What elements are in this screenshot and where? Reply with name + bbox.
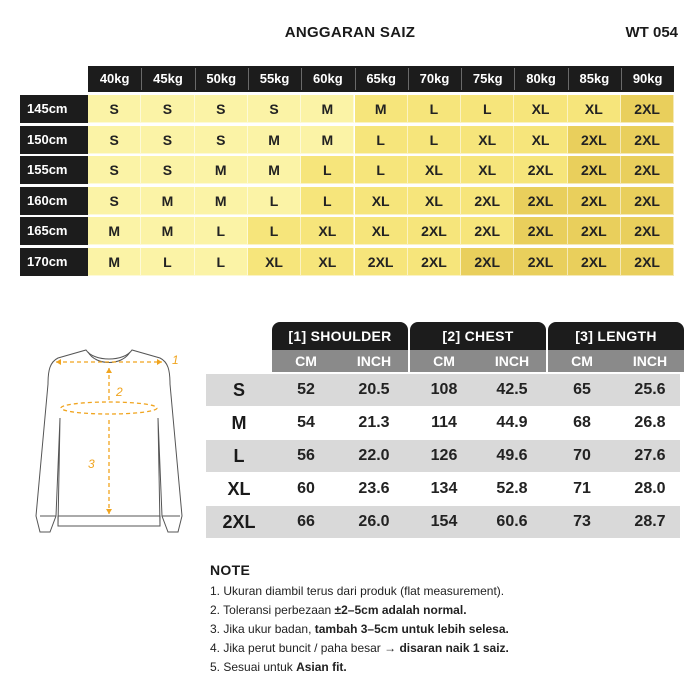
measure-value: 52 (297, 381, 315, 398)
size-cell: XL (568, 95, 621, 123)
unit-header-cm: CM (410, 350, 478, 372)
note-item-5 (210, 658, 509, 677)
note-item-4 (210, 639, 509, 658)
weight-header-80kg: 80kg (526, 71, 556, 86)
height-header-160cm: 160cm (20, 187, 88, 215)
size-cell: 2XL (568, 217, 621, 245)
size-cell: 2XL (568, 248, 621, 276)
size-cell: 2XL (514, 217, 567, 245)
size-cell: M (248, 156, 301, 184)
label-3: 3 (88, 457, 95, 471)
weight-header-divider (248, 68, 249, 90)
page-title: ANGGARAN SAIZ (284, 24, 416, 41)
size-label-xl: XL (227, 479, 251, 499)
measure-value: 108 (430, 381, 458, 398)
size-cell: L (408, 126, 461, 154)
size-cell: S (195, 126, 248, 154)
note-item-1 (210, 582, 509, 601)
weight-header-divider (514, 68, 515, 90)
size-cell: M (355, 95, 408, 123)
size-cell: L (248, 187, 301, 215)
size-cell: M (195, 187, 248, 215)
size-cell: M (301, 95, 354, 123)
measure-value: 56 (297, 447, 315, 464)
size-label-s: S (232, 380, 245, 400)
size-cell: L (408, 95, 461, 123)
measure-value: 28.7 (634, 513, 666, 530)
size-cell: S (141, 156, 194, 184)
weight-header-75kg: 75kg (472, 71, 503, 86)
size-cell: XL (355, 187, 408, 215)
note-number: 4. (210, 641, 221, 655)
height-header-165cm: 165cm (20, 217, 88, 245)
size-cell: XL (461, 156, 514, 184)
unit-header-inch: INCH (616, 350, 684, 372)
size-cell: L (355, 126, 408, 154)
size-cell: 2XL (568, 187, 621, 215)
weight-header-divider (195, 68, 196, 90)
notes-section (210, 562, 509, 677)
size-cell: 2XL (355, 248, 408, 276)
height-header-150cm: 150cm (20, 126, 88, 154)
measure-value: 66 (297, 513, 315, 530)
size-cell: XL (514, 126, 567, 154)
measure-value: 52.8 (496, 480, 528, 497)
chest-measure-ellipse (61, 402, 157, 414)
measure-value: 65 (573, 381, 591, 398)
measure-value: 68 (573, 414, 591, 431)
label-1: 1 (172, 353, 179, 367)
unit-header-inch: INCH (340, 350, 408, 372)
size-cell: 2XL (621, 187, 674, 215)
measure-value: 44.9 (496, 414, 528, 431)
size-cell: 2XL (514, 248, 567, 276)
size-cell: L (355, 156, 408, 184)
note-emphasis: disaran naik 1 saiz. (399, 641, 509, 655)
size-cell: S (141, 95, 194, 123)
measure-value: 70 (573, 447, 591, 464)
size-cell: 2XL (621, 95, 674, 123)
size-cell: L (248, 217, 301, 245)
note-text: Jika ukur badan, (223, 622, 315, 636)
size-cell: S (195, 95, 248, 123)
measure-value: 126 (430, 447, 458, 464)
measure-value: 22.0 (358, 447, 390, 464)
size-cell: 2XL (461, 217, 514, 245)
measure-value: 20.5 (358, 381, 390, 398)
weight-header-65kg: 65kg (366, 71, 396, 86)
weight-header-90kg: 90kg (632, 71, 663, 86)
height-header-170cm: 170cm (20, 248, 88, 276)
measure-value: 27.6 (634, 447, 666, 464)
measure-group-2: [3] LENGTH (548, 322, 684, 350)
size-cell: L (141, 248, 194, 276)
size-cell: XL (408, 156, 461, 184)
note-emphasis: Asian fit. (296, 660, 347, 674)
shirt-diagram (28, 340, 190, 540)
size-cell: XL (408, 187, 461, 215)
size-cell: 2XL (408, 217, 461, 245)
size-cell: XL (461, 126, 514, 154)
measure-value: 26.0 (358, 513, 390, 530)
measure-value: 21.3 (358, 414, 390, 431)
note-item-2 (210, 601, 509, 620)
measure-value: 73 (573, 513, 591, 530)
size-cell: S (88, 187, 141, 215)
measure-value: 60.6 (496, 513, 528, 530)
measure-value: 28.0 (634, 480, 666, 497)
size-cell: 2XL (514, 187, 567, 215)
notes-title: NOTE (210, 562, 251, 578)
measure-value: 26.8 (634, 414, 666, 431)
size-cell: 2XL (621, 126, 674, 154)
size-cell: L (195, 248, 248, 276)
label-2: 2 (116, 385, 123, 399)
size-cell: S (88, 156, 141, 184)
weight-header-55kg: 55kg (259, 71, 290, 86)
weight-header-divider (621, 68, 622, 90)
size-cell: M (248, 126, 301, 154)
weight-header-divider (461, 68, 462, 90)
size-cell: L (195, 217, 248, 245)
measure-value: 54 (297, 414, 315, 431)
weight-header-divider (301, 68, 302, 90)
weight-header-60kg: 60kg (313, 71, 343, 86)
measure-value: 25.6 (634, 381, 666, 398)
note-number: 1. (210, 584, 221, 598)
measurement-table (206, 322, 680, 538)
size-cell: L (461, 95, 514, 123)
size-cell: M (88, 217, 141, 245)
size-cell: XL (301, 217, 354, 245)
measure-value: 154 (430, 513, 458, 530)
size-label-m: M (231, 413, 247, 433)
measure-value: 134 (430, 480, 458, 497)
size-cell: 2XL (621, 248, 674, 276)
weight-header-50kg: 50kg (206, 71, 237, 86)
note-text: Ukuran diambil terus dari produk (flat measurement). (223, 584, 505, 598)
weight-header-divider (355, 68, 356, 90)
measure-group-0: [1] SHOULDER (272, 322, 408, 350)
height-header-145cm: 145cm (20, 95, 88, 123)
size-cell: S (141, 126, 194, 154)
measure-group-1: [2] CHEST (410, 322, 546, 350)
note-text: Toleransi perbezaan (223, 603, 335, 617)
size-cell: XL (514, 95, 567, 123)
weight-header-85kg: 85kg (579, 71, 610, 86)
size-cell: M (195, 156, 248, 184)
product-code: WT 054 (625, 24, 678, 41)
note-text: Sesuai untuk (223, 660, 297, 674)
size-cell: S (248, 95, 301, 123)
weight-header-row (88, 66, 674, 92)
measure-value: 114 (431, 414, 457, 431)
weight-header-70kg: 70kg (419, 71, 450, 86)
size-cell: 2XL (408, 248, 461, 276)
size-label-2xl: 2XL (222, 512, 256, 532)
weight-header-40kg: 40kg (99, 71, 130, 86)
measure-value: 42.5 (496, 381, 528, 398)
measure-value: 23.6 (358, 480, 390, 497)
size-cell: XL (248, 248, 301, 276)
size-cell: 2XL (461, 248, 514, 276)
size-cell: M (88, 248, 141, 276)
size-cell: S (88, 126, 141, 154)
size-cell: 2XL (461, 187, 514, 215)
note-text: Jika perut buncit / paha besar → (223, 641, 400, 655)
size-cell: L (301, 156, 354, 184)
size-cell: 2XL (621, 156, 674, 184)
size-label-l: L (233, 446, 245, 466)
size-cell: M (141, 217, 194, 245)
note-emphasis: tambah 3–5cm untuk lebih selesa. (314, 622, 509, 636)
size-cell: 2XL (568, 126, 621, 154)
note-number: 3. (210, 622, 221, 636)
measure-value: 71 (573, 480, 591, 497)
notes-list (210, 582, 509, 677)
size-cell: 2XL (514, 156, 567, 184)
size-cell: S (88, 95, 141, 123)
size-cell: 2XL (568, 156, 621, 184)
unit-header-inch: INCH (478, 350, 546, 372)
unit-header-cm: CM (272, 350, 340, 372)
note-number: 5. (210, 660, 221, 674)
weight-header-divider (568, 68, 569, 90)
weight-header-45kg: 45kg (153, 71, 183, 86)
weight-header-divider (141, 68, 142, 90)
measure-value: 60 (297, 480, 315, 497)
note-emphasis: ±2–5cm adalah normal. (334, 603, 467, 617)
size-cell: L (301, 187, 354, 215)
size-cell: 2XL (621, 217, 674, 245)
size-cell: M (141, 187, 194, 215)
size-cell: M (301, 126, 354, 154)
note-item-3 (210, 620, 509, 639)
size-cell: XL (301, 248, 354, 276)
weight-header-divider (408, 68, 409, 90)
unit-header-cm: CM (548, 350, 616, 372)
height-header-155cm: 155cm (20, 156, 88, 184)
note-number: 2. (210, 603, 221, 617)
measure-value: 49.6 (496, 447, 528, 464)
size-cell: XL (355, 217, 408, 245)
